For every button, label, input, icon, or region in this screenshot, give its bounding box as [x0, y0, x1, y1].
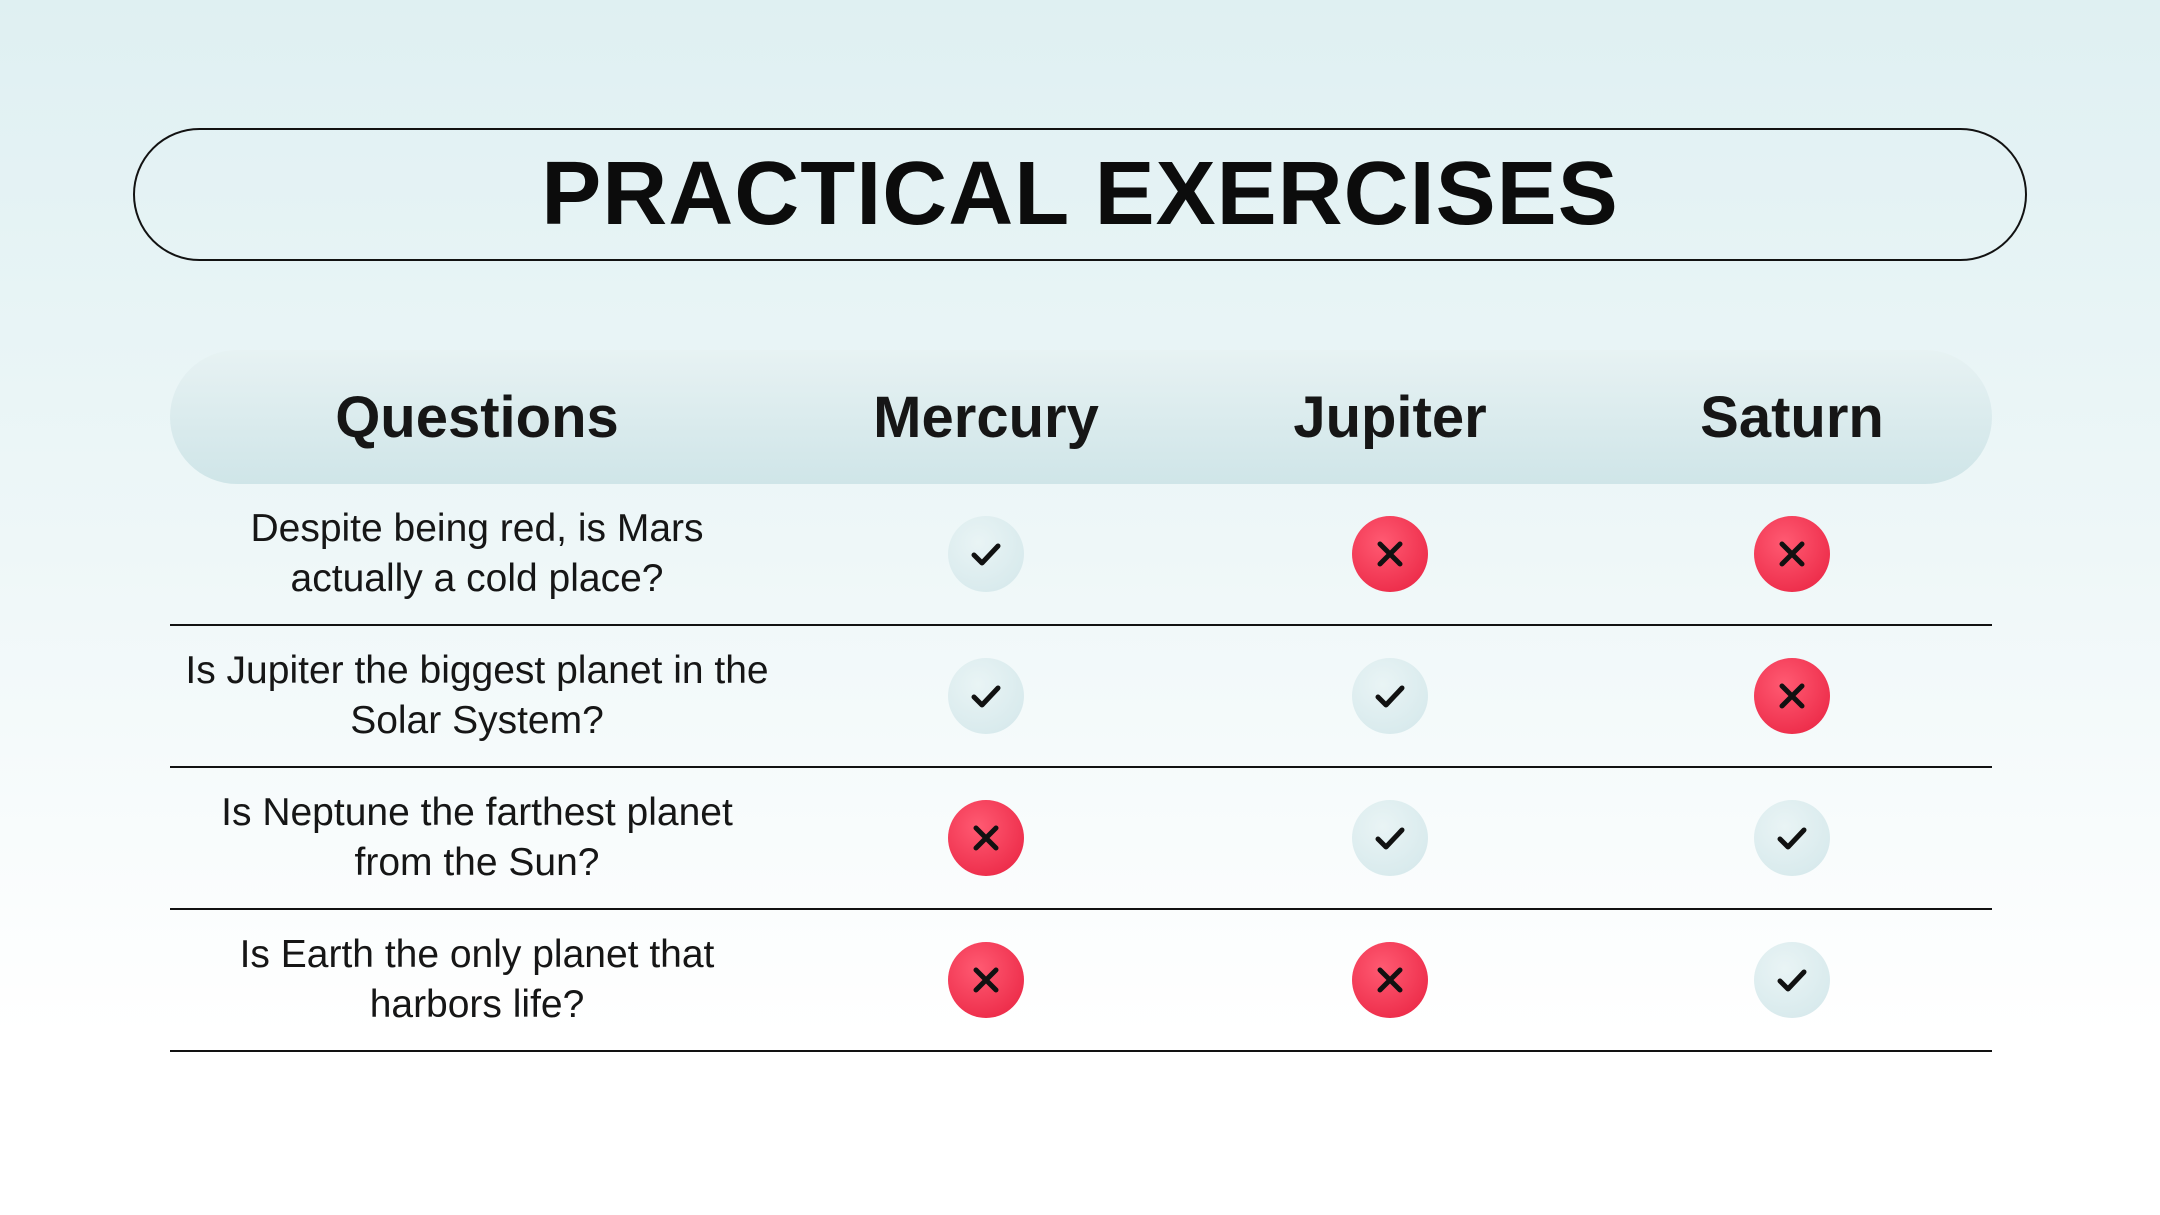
- answer-cell: [1188, 800, 1592, 876]
- table-row: [170, 484, 1992, 626]
- title-banner: [133, 128, 2027, 261]
- answer-cell: [784, 658, 1188, 734]
- cross-icon: [948, 800, 1024, 876]
- answer-cell: [1592, 516, 1992, 592]
- question-text: Is Earth the only planet that harbors life?: [239, 933, 715, 1026]
- check-icon: [948, 516, 1024, 592]
- question-text: Despite being red, is Mars actually a cold place?: [250, 507, 704, 600]
- answer-cell: [1188, 516, 1592, 592]
- table-row: [170, 768, 1992, 910]
- cross-icon: [1754, 658, 1830, 734]
- page-title: PRACTICAL EXERCISES: [541, 144, 1619, 244]
- header-questions: Questions: [335, 384, 619, 450]
- table-header: [170, 350, 1992, 484]
- answer-cell: [1188, 942, 1592, 1018]
- answer-cell: [1592, 658, 1992, 734]
- cross-icon: [1754, 516, 1830, 592]
- header-jupiter: Jupiter: [1293, 384, 1487, 450]
- cross-icon: [1352, 516, 1428, 592]
- question-text: Is Neptune the farthest planet from the Sun?: [221, 791, 733, 884]
- answer-cell: [1592, 942, 1992, 1018]
- header-mercury: Mercury: [873, 384, 1099, 450]
- check-icon: [1352, 800, 1428, 876]
- cross-icon: [1352, 942, 1428, 1018]
- answer-cell: [1188, 658, 1592, 734]
- answer-cell: [784, 942, 1188, 1018]
- table-row: [170, 626, 1992, 768]
- check-icon: [948, 658, 1024, 734]
- question-text: Is Jupiter the biggest planet in the Solar System?: [185, 649, 769, 742]
- header-saturn: Saturn: [1700, 384, 1884, 450]
- answer-cell: [784, 516, 1188, 592]
- check-icon: [1352, 658, 1428, 734]
- table-row: [170, 910, 1992, 1052]
- comparison-table: [170, 350, 1992, 1052]
- check-icon: [1754, 800, 1830, 876]
- check-icon: [1754, 942, 1830, 1018]
- answer-cell: [1592, 800, 1992, 876]
- cross-icon: [948, 942, 1024, 1018]
- answer-cell: [784, 800, 1188, 876]
